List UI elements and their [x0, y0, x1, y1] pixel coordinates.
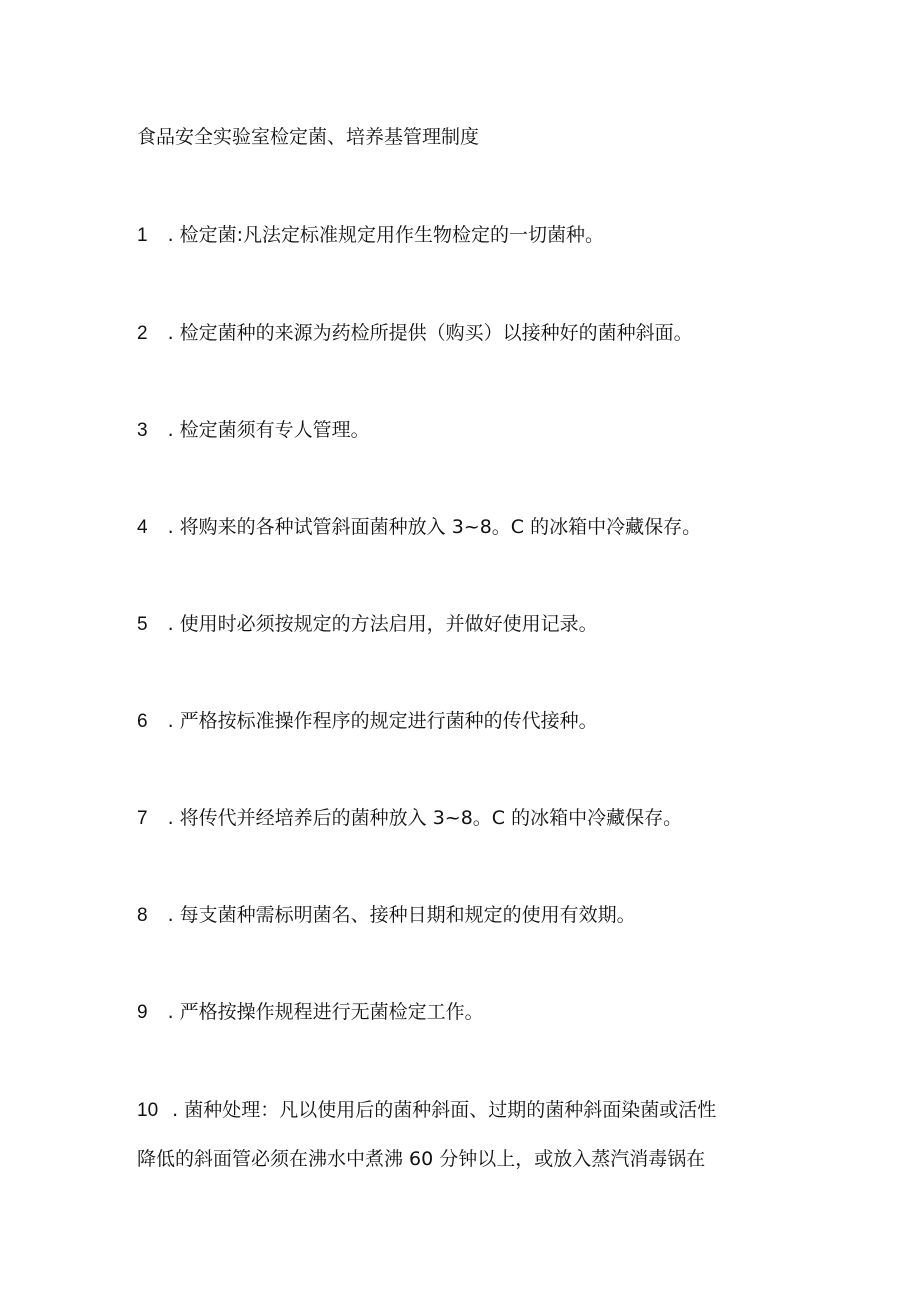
list-item — [137, 222, 604, 249]
document-title: 食品安全实验室检定菌、培养基管理制度 — [137, 126, 480, 148]
list-item — [137, 514, 701, 541]
item-number: 10 — [137, 1100, 159, 1121]
list-item — [137, 417, 370, 444]
list-item — [137, 1097, 716, 1124]
item-text: . 严格按操作规程进行无菌检定工作。 — [167, 1001, 484, 1023]
list-item — [137, 902, 636, 929]
item-text: . 严格按标准操作程序的规定进行菌种的传代接种。 — [167, 710, 598, 732]
list-item — [137, 805, 682, 832]
item-number: 6 — [137, 711, 148, 732]
item-number: 5 — [137, 614, 148, 635]
item-text: . 检定菌种的来源为药检所提供（购买）以接种好的菌种斜面。 — [167, 322, 693, 344]
list-item — [137, 708, 598, 735]
item-text: . 将传代并经培养后的菌种放入 3~8。C 的冰箱中冷藏保存。 — [167, 807, 683, 829]
item-number: 9 — [137, 1002, 148, 1023]
list-item — [137, 611, 598, 638]
item-number: 3 — [137, 420, 148, 441]
item-text: . 每支菌种需标明菌名、接种日期和规定的使用有效期。 — [167, 904, 636, 926]
item-continuation: 降低的斜面管必须在沸水中煮沸 60 分钟以上，或放入蒸汽消毒锅在 — [137, 1148, 706, 1170]
item-number: 1 — [137, 225, 148, 246]
item-number: 8 — [137, 905, 148, 926]
item-text: . 将购来的各种试管斜面菌种放入 3~8。C 的冰箱中冷藏保存。 — [167, 516, 702, 538]
item-text: . 检定菌须有专人管理。 — [167, 419, 370, 441]
item-text: . 使用时必须按规定的方法启用，并做好使用记录。 — [167, 613, 598, 635]
item-text: . 检定菌:凡法定标准规定用作生物检定的一切菌种。 — [167, 224, 605, 246]
item-number: 4 — [137, 517, 148, 538]
list-item — [137, 999, 484, 1026]
item-number: 2 — [137, 323, 148, 344]
item-number: 7 — [137, 808, 148, 829]
item-text: . 菌种处理：凡以使用后的菌种斜面、过期的菌种斜面染菌或活性 — [172, 1099, 717, 1121]
list-item — [137, 320, 693, 347]
